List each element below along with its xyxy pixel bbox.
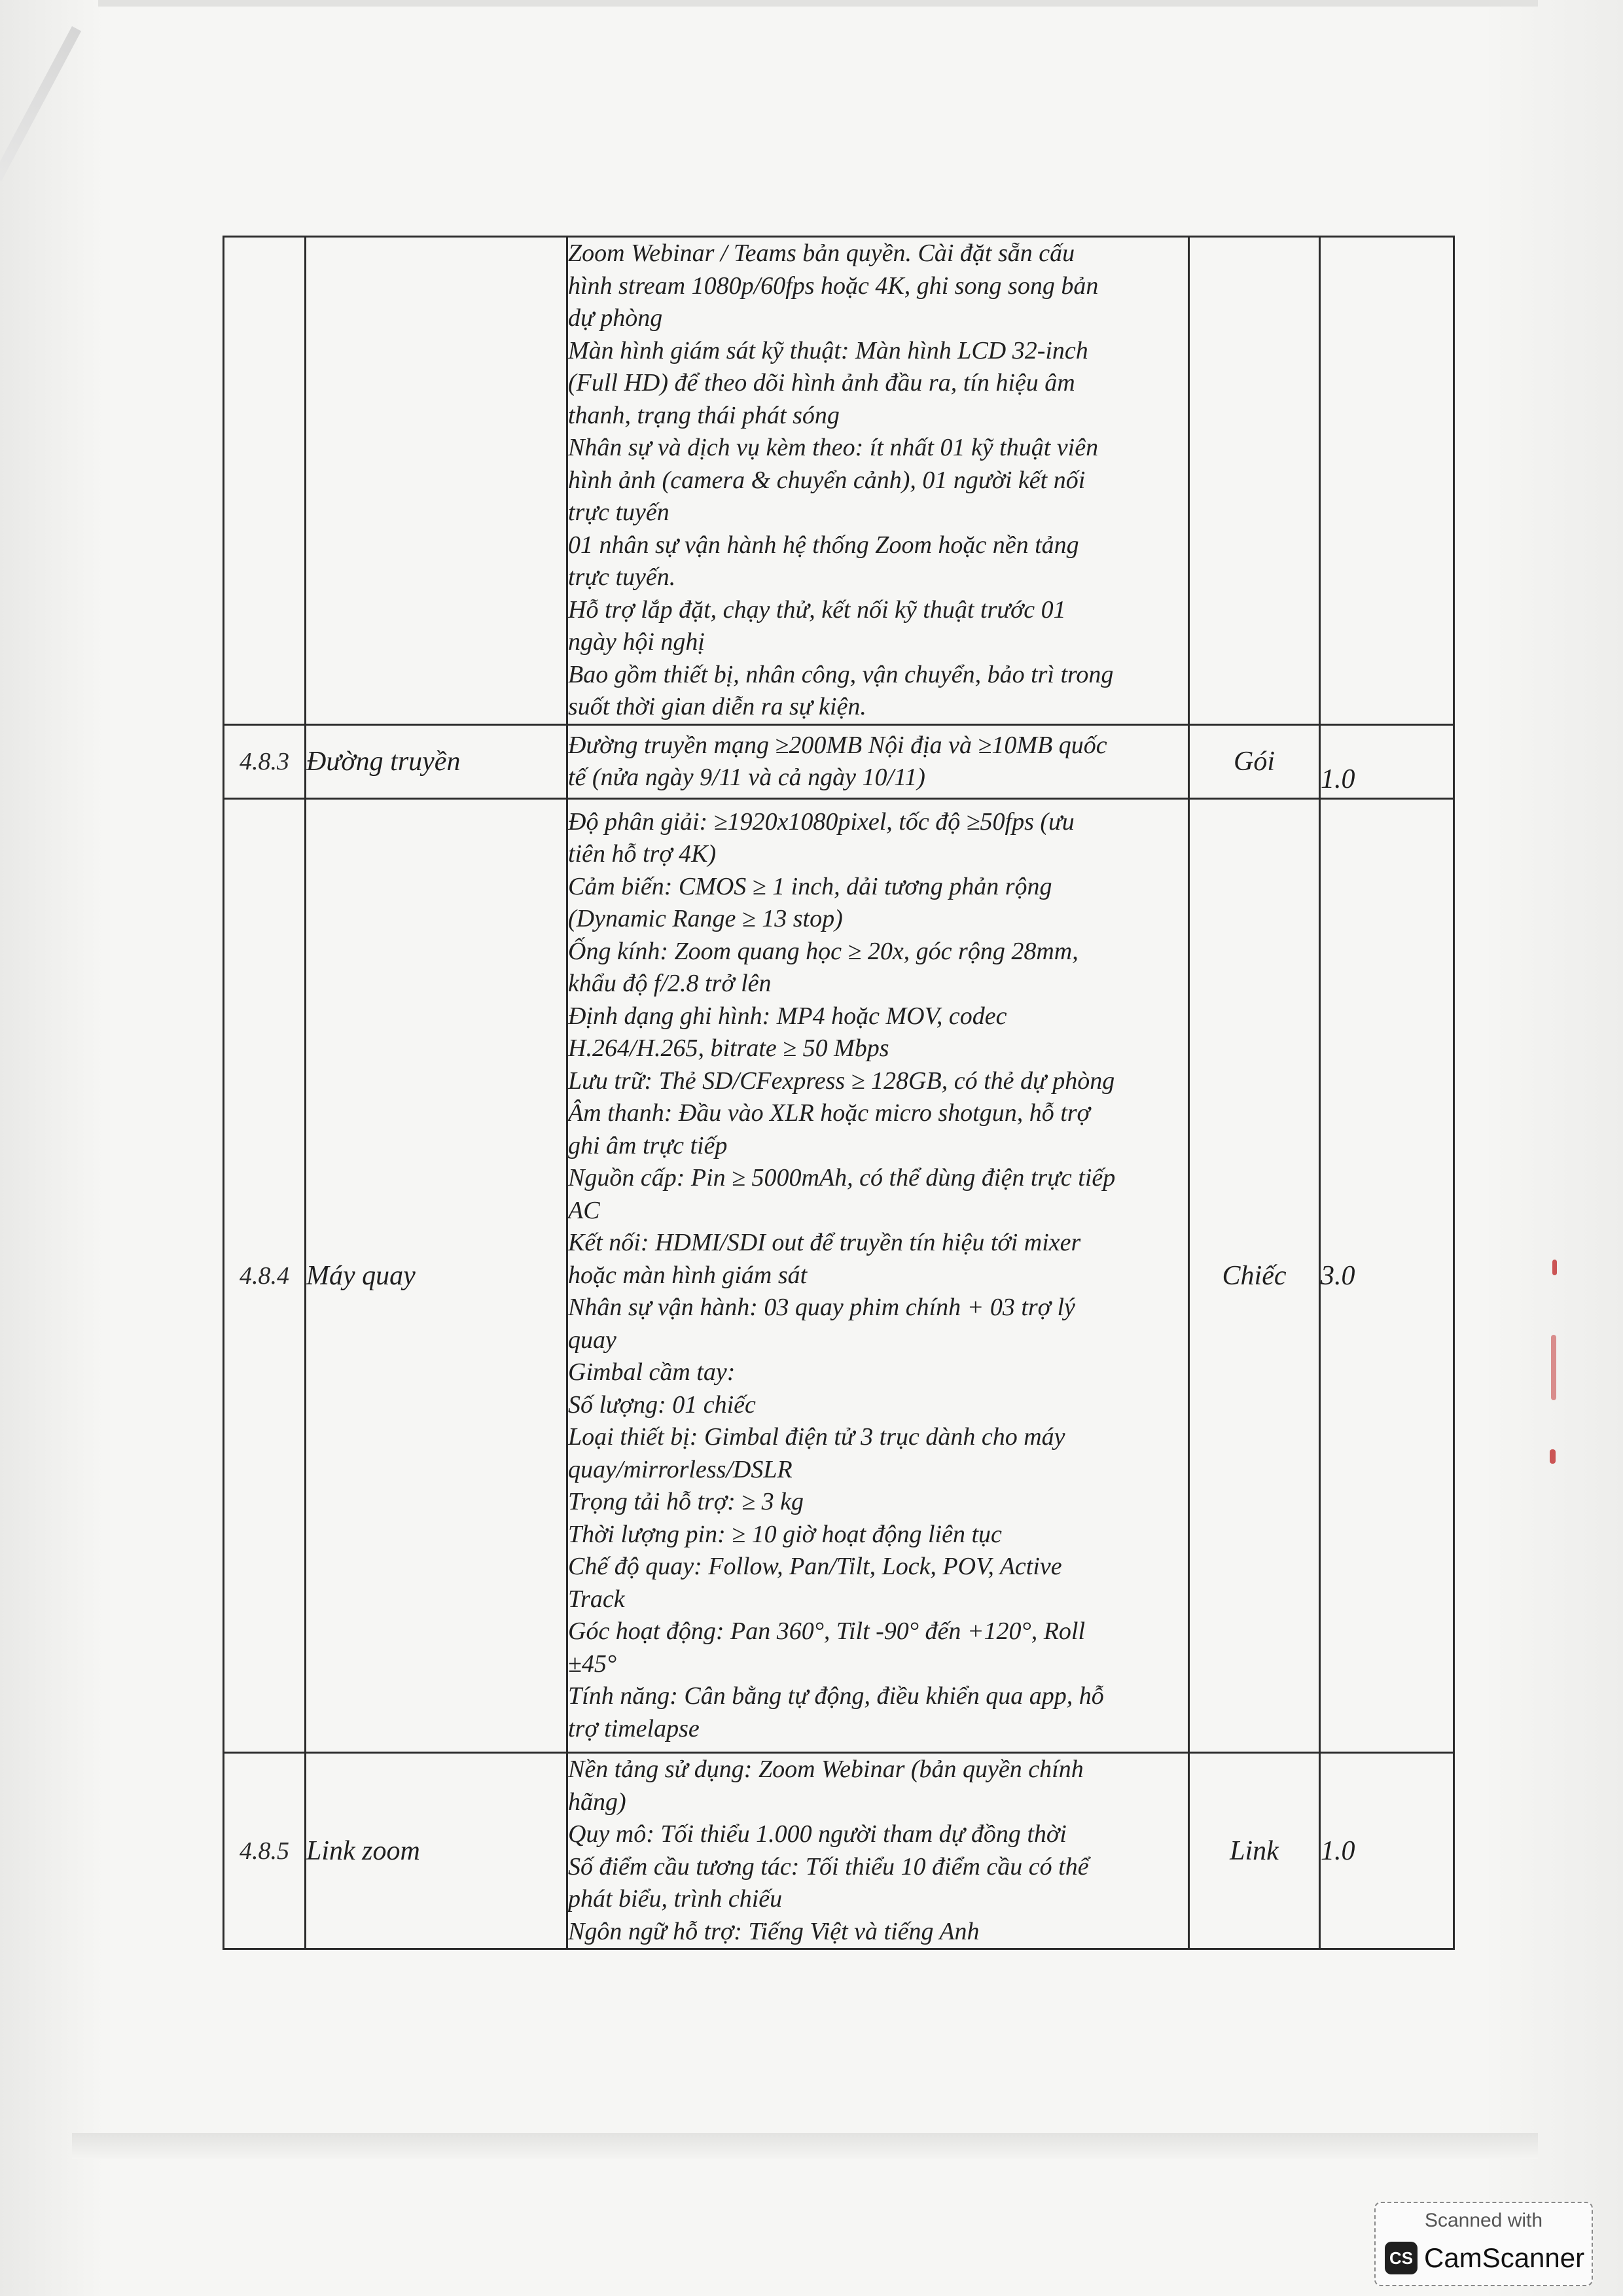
description-line: Ống kính: Zoom quang học ≥ 20x, góc rộng 28mm,: [568, 937, 1079, 965]
description-line: 01 nhân sự vận hành hệ thống Zoom hoặc nền tảng: [568, 531, 1079, 559]
item-quantity: 1.0: [1320, 1753, 1454, 1949]
description-line: ghi âm trực tiếp: [568, 1131, 728, 1159]
description-line: hình stream 1080p/60fps hoặc 4K, ghi song song bản: [568, 272, 1099, 300]
item-unit: [1189, 237, 1320, 725]
description-line: Độ phân giải: ≥1920x1080pixel, tốc độ ≥50fps (ưu: [568, 807, 1075, 836]
table-row: [224, 725, 1454, 799]
description-line: AC: [568, 1196, 600, 1224]
description-line: Nguồn cấp: Pin ≥ 5000mAh, có thể dùng điện trực tiếp: [568, 1164, 1116, 1192]
description-line: Ngôn ngữ hỗ trợ: Tiếng Việt và tiếng Anh: [568, 1917, 980, 1945]
item-description: [567, 237, 1189, 725]
item-unit: Gói: [1189, 725, 1320, 799]
description-line: Thời lượng pin: ≥ 10 giờ hoạt động liên tục: [568, 1520, 1002, 1548]
description-line: hình ảnh (camera & chuyển cảnh), 01 người kết nối: [568, 466, 1086, 494]
stamp-fragment: [1551, 1335, 1556, 1400]
camscanner-watermark: [1374, 2202, 1593, 2286]
description-line: (Full HD) để theo dõi hình ảnh đầu ra, tín hiệu âm: [568, 369, 1075, 397]
item-description: [567, 725, 1189, 799]
description-line: Zoom Webinar / Teams bản quyền. Cài đặt sẵn cấu: [568, 239, 1075, 267]
item-name: [306, 237, 567, 725]
description-line: khẩu độ f/2.8 trở lên: [568, 970, 772, 998]
description-line: Loại thiết bị: Gimbal điện tử 3 trục dành cho máy: [568, 1423, 1065, 1451]
description-line: Gimbal cầm tay:: [568, 1358, 736, 1386]
description-line: quay/mirrorless/DSLR: [568, 1455, 793, 1483]
description-line: Nhân sự và dịch vụ kèm theo: ít nhất 01 kỹ thuật viên: [568, 434, 1099, 461]
description-line: phát biểu, trình chiếu: [568, 1885, 783, 1913]
watermark-caption: Scanned with: [1424, 2210, 1543, 2231]
description-line: Nền tảng sử dụng: Zoom Webinar (bản quyền chính: [568, 1756, 1084, 1783]
row-number: 4.8.5: [224, 1753, 306, 1949]
description-line: tiên hỗ trợ 4K): [568, 840, 717, 868]
description-line: trợ timelapse: [568, 1714, 700, 1742]
item-quantity: 3.0: [1320, 799, 1454, 1753]
description-line: hoặc màn hình giám sát: [568, 1261, 808, 1289]
watermark-brand-row: [1385, 2240, 1584, 2276]
item-description: [567, 1753, 1189, 1949]
table-row: [224, 1753, 1454, 1949]
item-name: Đường truyền: [306, 725, 567, 799]
description-line: Track: [568, 1585, 625, 1613]
description-line: Quy mô: Tối thiểu 1.000 người tham dự đồng thời: [568, 1820, 1067, 1848]
description-line: Bao gồm thiết bị, nhân công, vận chuyển, bảo trì trong: [568, 660, 1114, 688]
description-line: Màn hình giám sát kỹ thuật: Màn hình LCD 32-inch: [568, 336, 1088, 364]
item-unit: Link: [1189, 1753, 1320, 1949]
description-line: Nhân sự vận hành: 03 quay phim chính + 03 trợ lý: [568, 1294, 1075, 1322]
table-row: [224, 237, 1454, 725]
description-line: Hỗ trợ lắp đặt, chạy thử, kết nối kỹ thuật trước 01: [568, 595, 1066, 624]
description-line: Kết nối: HDMI/SDI out để truyền tín hiệu tới mixer: [568, 1229, 1081, 1257]
description-line: (Dynamic Range ≥ 13 stop): [568, 905, 843, 933]
item-description: [567, 799, 1189, 1753]
row-number: 4.8.3: [224, 725, 306, 799]
description-line: Góc hoạt động: Pan 360°, Tilt -90° đến +120°, Roll: [568, 1617, 1086, 1646]
specification-table: [223, 236, 1455, 1950]
description-line: Chế độ quay: Follow, Pan/Tilt, Lock, POV, Active: [568, 1553, 1062, 1581]
description-line: Đường truyền mạng ≥200MB Nội địa và ≥10MB quốc: [568, 731, 1107, 759]
description-line: H.264/H.265, bitrate ≥ 50 Mbps: [568, 1034, 889, 1063]
description-line: ±45°: [568, 1650, 617, 1678]
scan-bottom-band: [72, 2133, 1538, 2159]
stamp-fragment: [1552, 1260, 1557, 1275]
description-line: suốt thời gian diễn ra sự kiện.: [568, 693, 866, 720]
description-line: trực tuyến: [568, 499, 669, 526]
description-line: Trọng tải hỗ trợ: ≥ 3 kg: [568, 1488, 804, 1516]
description-line: tế (nửa ngày 9/11 và cả ngày 10/11): [568, 764, 925, 791]
description-line: Cảm biến: CMOS ≥ 1 inch, dải tương phản rộng: [568, 872, 1052, 900]
description-line: Tính năng: Cân bằng tự động, điều khiển qua app, hỗ: [568, 1682, 1104, 1710]
description-line: ngày hội nghị: [568, 628, 705, 656]
description-line: Âm thanh: Đầu vào XLR hoặc micro shotgun, hỗ trợ: [568, 1099, 1090, 1127]
item-quantity: [1320, 237, 1454, 725]
description-line: hãng): [568, 1788, 626, 1816]
description-line: Lưu trữ: Thẻ SD/CFexpress ≥ 128GB, có thẻ dự phòng: [568, 1067, 1115, 1095]
description-line: trực tuyến.: [568, 563, 676, 591]
row-number: 4.8.4: [224, 799, 306, 1753]
description-line: Định dạng ghi hình: MP4 hoặc MOV, codec: [568, 1002, 1007, 1030]
item-name: Máy quay: [306, 799, 567, 1753]
description-line: quay: [568, 1326, 616, 1354]
scan-top-edge: [98, 0, 1538, 7]
item-name: Link zoom: [306, 1753, 567, 1949]
description-line: thanh, trạng thái phát sóng: [568, 401, 840, 429]
item-quantity: 1.0: [1320, 725, 1454, 799]
description-line: Số điểm cầu tương tác: Tối thiểu 10 điểm cầu có thể: [568, 1852, 1089, 1881]
description-line: dự phòng: [568, 304, 663, 332]
table-row: [224, 799, 1454, 1753]
stamp-fragment: [1550, 1449, 1556, 1464]
description-line: Số lượng: 01 chiếc: [568, 1390, 756, 1419]
item-unit: Chiếc: [1189, 799, 1320, 1753]
camscanner-logo-icon: CS: [1385, 2242, 1418, 2274]
row-number: [224, 237, 306, 725]
watermark-brand: CamScanner: [1424, 2242, 1585, 2273]
